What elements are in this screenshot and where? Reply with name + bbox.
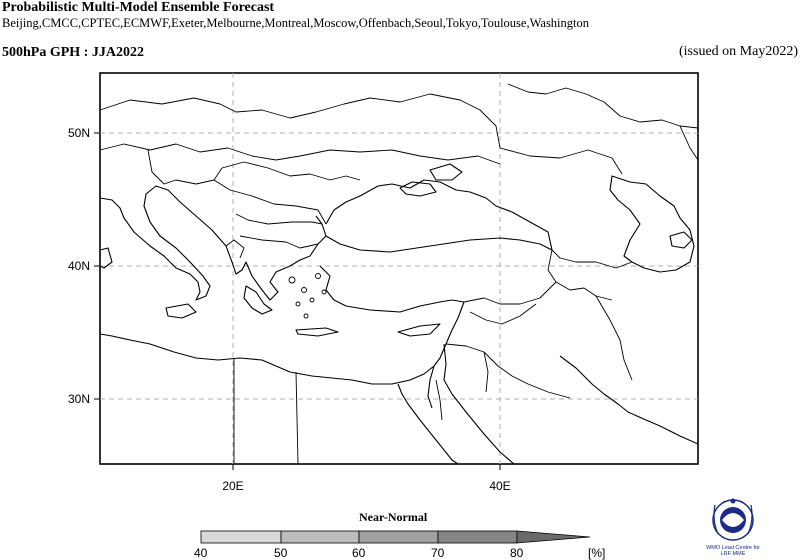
colorbar-label-50: 50 bbox=[274, 546, 288, 560]
colorbar-label-70: 70 bbox=[431, 546, 445, 560]
wmo-logo-caption-line2: LRF MME bbox=[720, 551, 746, 557]
colorbar-label-60: 60 bbox=[352, 546, 366, 560]
lat-label-50n: 50N bbox=[67, 126, 90, 140]
issued-date: (issued on May2022) bbox=[679, 44, 798, 59]
lon-label-20e: 20E bbox=[222, 479, 244, 493]
lat-label-40n: 40N bbox=[67, 259, 90, 273]
colorbar-bin-50-60 bbox=[281, 531, 359, 543]
wmo-logo-caption-line1: WMO Lead Centre for bbox=[706, 545, 760, 551]
colorbar-extension-arrow bbox=[517, 531, 590, 543]
wmo-logo bbox=[713, 499, 753, 541]
variable-season-label: 500hPa GPH : JJA2022 bbox=[2, 45, 144, 60]
colorbar-unit: [%] bbox=[588, 546, 606, 560]
colorbar-label-40: 40 bbox=[194, 546, 208, 560]
forecast-title: Probabilistic Multi-Model Ensemble Forecast bbox=[2, 0, 275, 15]
lon-label-40e: 40E bbox=[489, 479, 511, 493]
contributing-centres: Beijing,CMCC,CPTEC,ECMWF,Exeter,Melbourne,Montreal,Moscow,Offenbach,Seoul,Tokyo,Toulouse,Washington bbox=[2, 16, 589, 30]
colorbar-bin-60-70 bbox=[359, 531, 438, 543]
colorbar-title: Near-Normal bbox=[359, 510, 428, 524]
lat-label-30n: 30N bbox=[67, 392, 90, 406]
map-frame bbox=[100, 73, 698, 464]
wmo-logo-caption bbox=[700, 545, 766, 557]
colorbar-label-80: 80 bbox=[510, 546, 524, 560]
colorbar bbox=[201, 531, 590, 543]
colorbar-bin-40-50 bbox=[201, 531, 281, 543]
colorbar-bin-70-80 bbox=[438, 531, 517, 543]
